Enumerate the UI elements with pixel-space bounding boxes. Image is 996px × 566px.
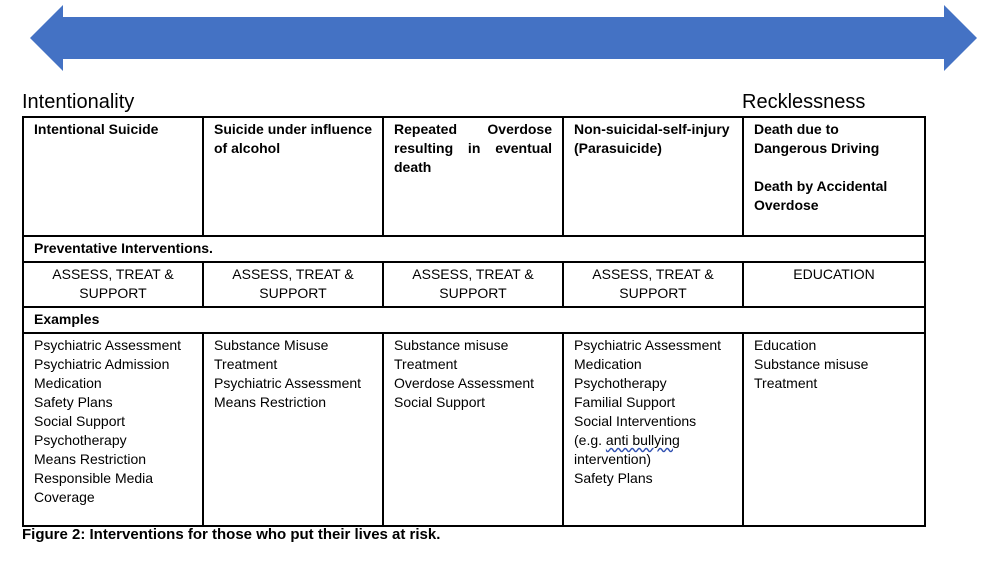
scale-label-recklessness: Recklessness <box>742 91 866 113</box>
header-row <box>23 117 925 236</box>
list-item: Education <box>754 337 817 353</box>
section-row-preventative <box>23 236 925 262</box>
list-item: Responsible Media <box>34 470 154 486</box>
section-examples: Examples <box>23 307 925 333</box>
list-item: Psychotherapy <box>574 375 667 391</box>
section-row-examples <box>23 307 925 333</box>
preventative-col-5: EDUCATION <box>743 262 925 307</box>
list-item: Safety Plans <box>574 470 653 486</box>
interventions-table <box>22 116 926 527</box>
list-item: Social Support <box>394 394 486 410</box>
examples-row <box>23 333 925 526</box>
list-item: intervention) <box>574 451 652 467</box>
list-item: Psychiatric Assessment <box>574 337 722 353</box>
examples-col-4 <box>563 333 743 526</box>
list-item: Substance misuse <box>394 337 509 353</box>
list-item: Social Support <box>34 413 126 429</box>
list-item: Familial Support <box>574 394 676 410</box>
preventative-col-4: ASSESS, TREAT & SUPPORT <box>563 262 743 307</box>
preventative-row <box>23 262 925 307</box>
list-item: Medication <box>574 356 642 372</box>
figure-caption: Figure 2: Interventions for those who put their lives at risk. <box>22 526 441 543</box>
list-item: Psychiatric Assessment <box>214 375 362 391</box>
header-accidental-deaths <box>743 117 925 236</box>
list-item: Treatment <box>394 356 458 372</box>
spellcheck-underlined-text: anti bullying <box>605 432 680 448</box>
examples-col-1 <box>23 333 203 526</box>
examples-col-3 <box>383 333 563 526</box>
header-suicide-alcohol: Suicide under influence of alcohol <box>203 117 383 236</box>
list-item: (e.g. anti bullying <box>574 432 680 448</box>
list-item: Means Restriction <box>214 394 327 410</box>
list-item: Psychotherapy <box>34 432 127 448</box>
list-item: Coverage <box>34 489 95 505</box>
preventative-col-1: ASSESS, TREAT & SUPPORT <box>23 262 203 307</box>
header-repeated-overdose: Repeated Overdose resulting in eventual death <box>383 117 563 236</box>
list-item: Social Interventions <box>574 413 697 429</box>
list-item: Medication <box>34 375 102 391</box>
scale-label-intentionality: Intentionality <box>22 91 135 113</box>
header-intentional-suicide: Intentional Suicide <box>23 117 203 236</box>
list-item: Treatment <box>754 375 818 391</box>
section-preventative-interventions: Preventative Interventions. <box>23 236 925 262</box>
list-item: Treatment <box>214 356 278 372</box>
intentionality-recklessness-arrow <box>30 3 978 73</box>
header-accidental-overdose: Death by Accidental Overdose <box>754 178 888 213</box>
list-item: Psychiatric Assessment <box>34 337 182 353</box>
list-item: Safety Plans <box>34 394 113 410</box>
preventative-col-2: ASSESS, TREAT & SUPPORT <box>203 262 383 307</box>
list-item: Psychiatric Admission <box>34 356 170 372</box>
header-dangerous-driving: Death due to Dangerous Driving <box>754 121 880 156</box>
examples-col-2 <box>203 333 383 526</box>
preventative-col-3: ASSESS, TREAT & SUPPORT <box>383 262 563 307</box>
list-item: Overdose Assessment <box>394 375 535 391</box>
list-item: Substance Misuse <box>214 337 329 353</box>
list-item: Means Restriction <box>34 451 147 467</box>
header-non-suicidal-self-injury: Non-suicidal-self-injury (Parasuicide) <box>563 117 743 236</box>
list-item: Substance misuse <box>754 356 869 372</box>
examples-col-5 <box>743 333 925 526</box>
